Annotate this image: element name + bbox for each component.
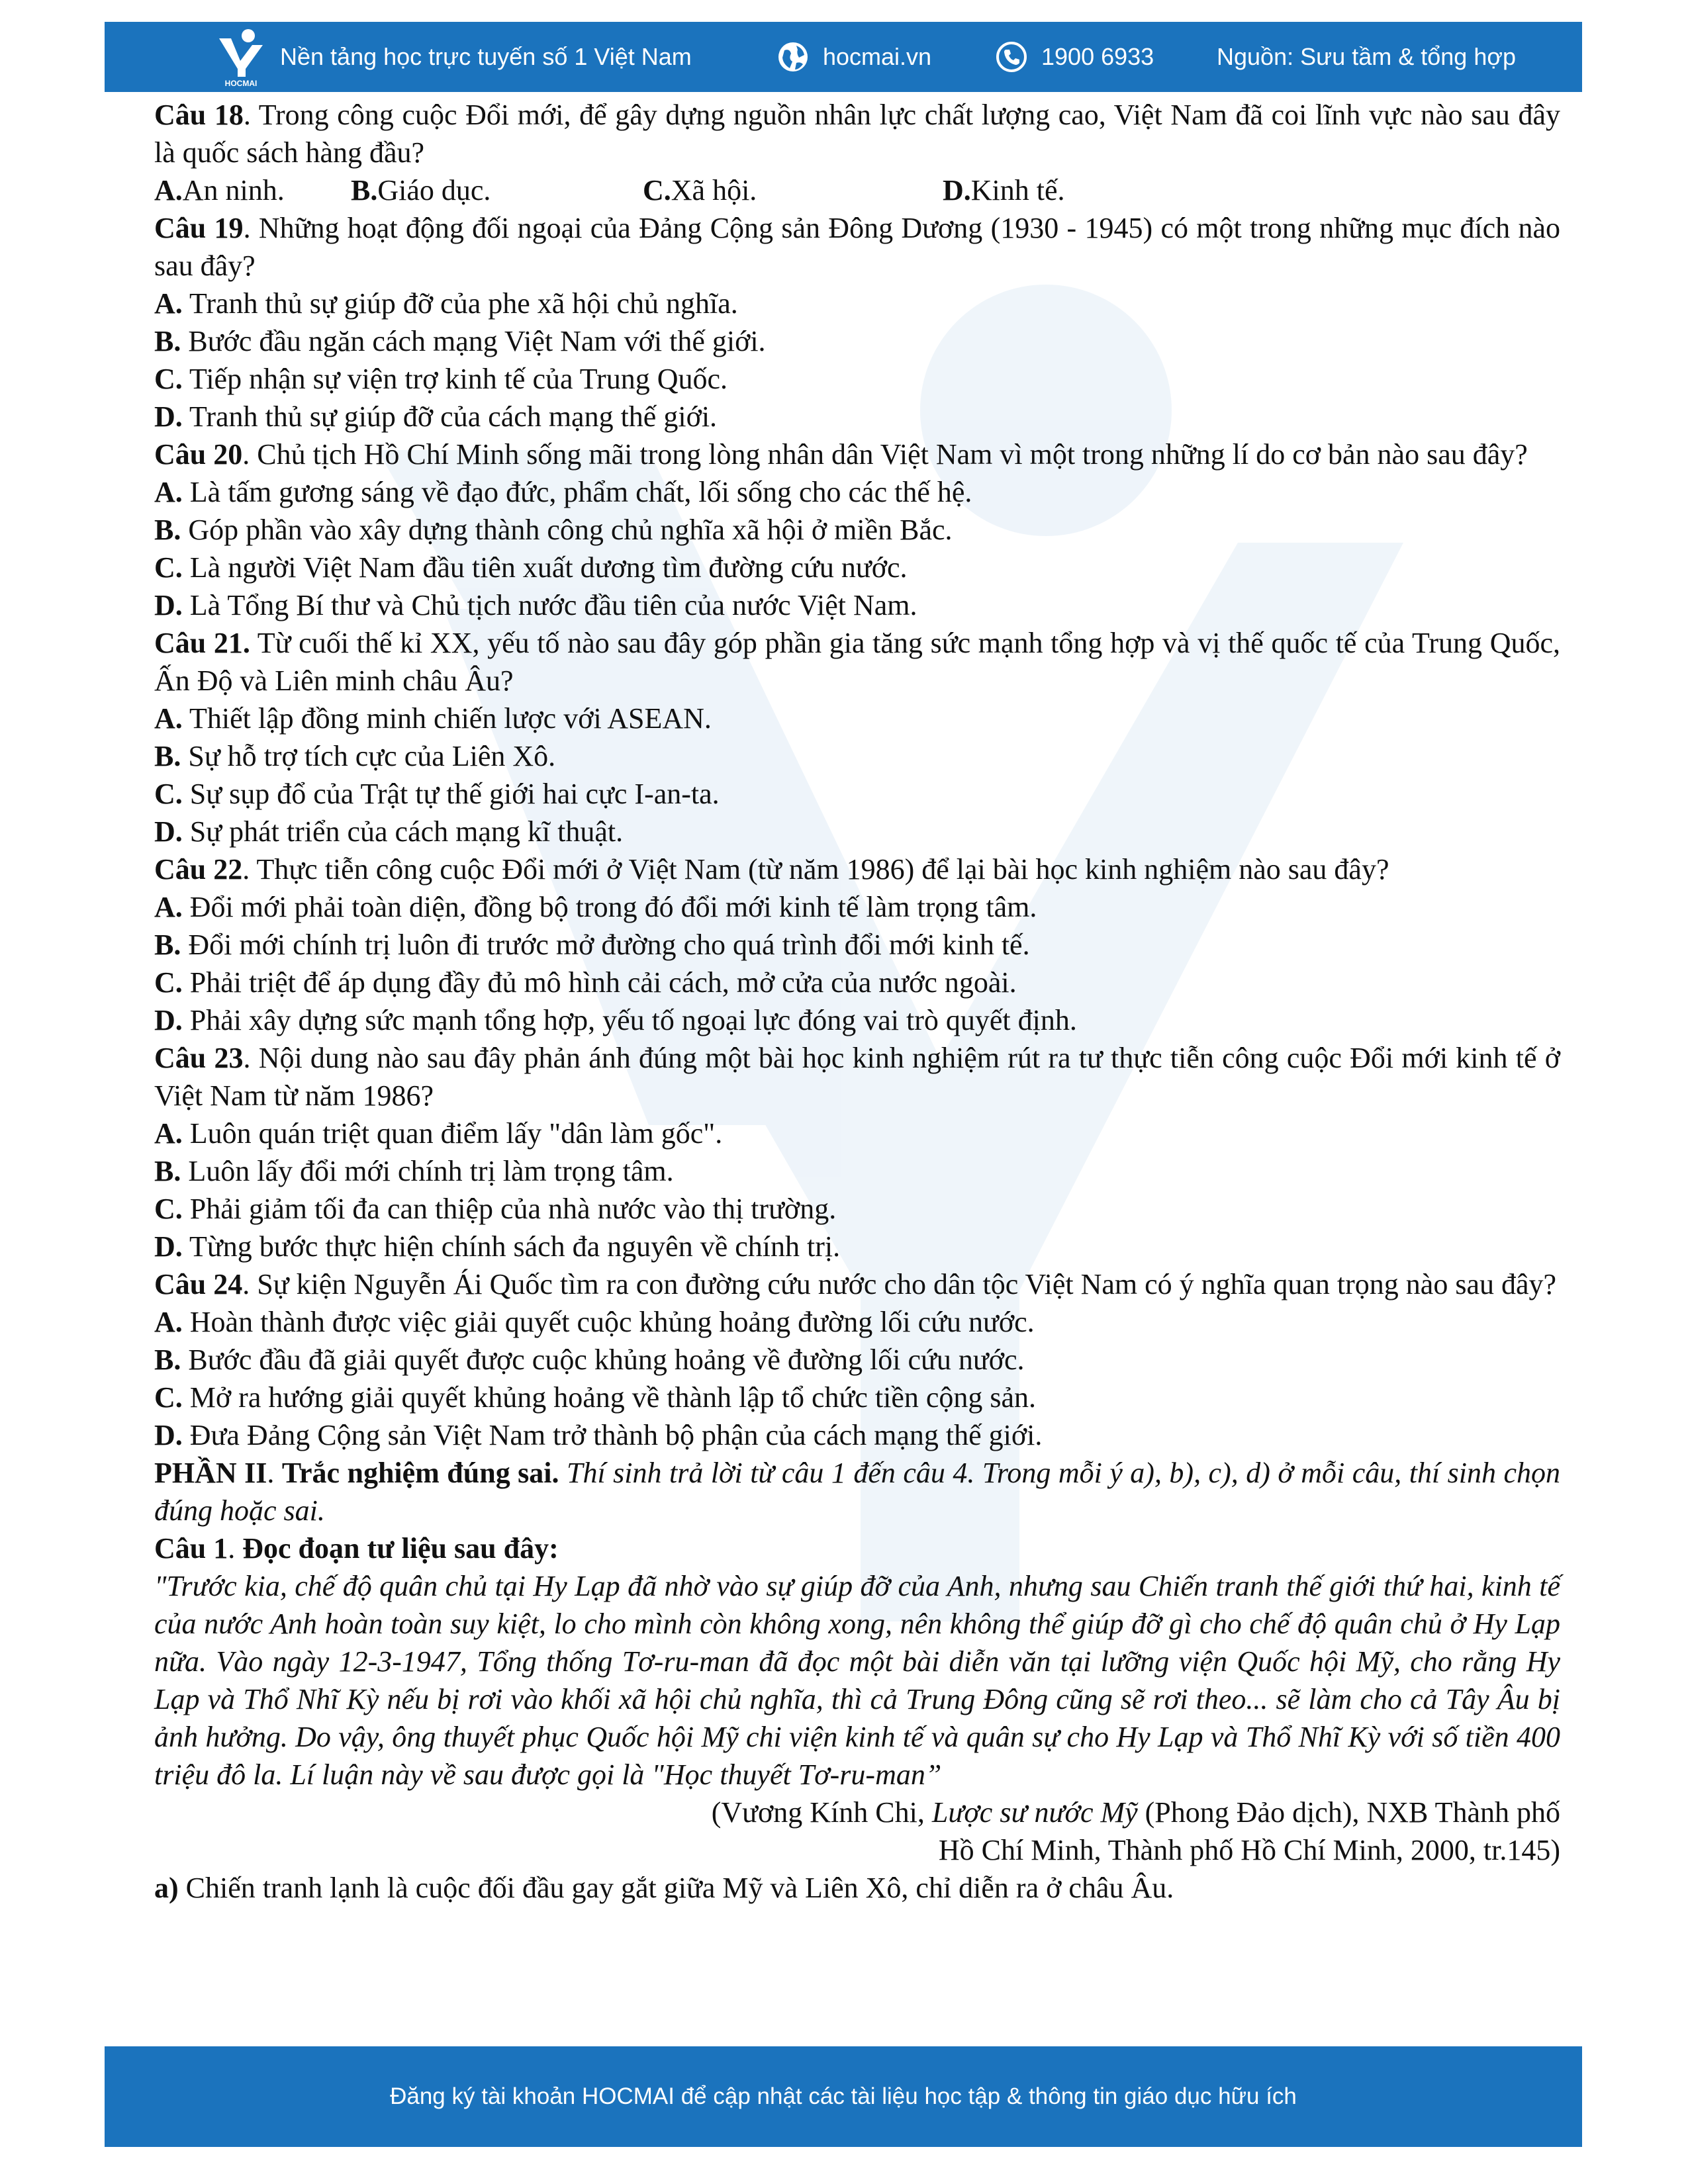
footer-bar <box>105 2046 1582 2147</box>
option-b: B. Góp phần vào xây dựng thành công chủ nghĩa xã hội ở miền Bắc. <box>154 514 953 546</box>
question-label: Câu 22 <box>154 853 243 886</box>
option-c: C. Là người Việt Nam đầu tiên xuất dương tìm đường cứu nước. <box>154 551 908 584</box>
question-label: Câu 20 <box>154 438 243 471</box>
website-text: hocmai.vn <box>823 43 932 70</box>
option-a: A. An ninh. <box>154 174 285 206</box>
question-label: Câu 23 <box>154 1042 244 1074</box>
question-text: . Nội dung nào sau đây phản ánh đúng một bài học kinh nghiệm rút ra tư thực tiễn công cuộc Đổi mới kinh tế ở Việt Nam từ năm 1986? <box>154 1042 1560 1112</box>
option-b: B. Sự hỗ trợ tích cực của Liên Xô. <box>154 740 556 772</box>
option-d: D. Từng bước thực hiện chính sách đa nguyên về chính trị. <box>154 1230 841 1263</box>
option-c: C. Tiếp nhận sự viện trợ kinh tế của Trung Quốc. <box>154 363 727 395</box>
phone-icon <box>995 40 1028 73</box>
option-d: D. Phải xây dựng sức mạnh tổng hợp, yếu tố ngoại lực đóng vai trò quyết định. <box>154 1004 1077 1036</box>
option-b: B. Bước đầu đã giải quyết được cuộc khủng hoảng về đường lối cứu nước. <box>154 1343 1025 1376</box>
hocmai-logo-icon <box>214 26 268 87</box>
question-title: Đọc đoạn tư liệu sau đây: <box>242 1532 559 1565</box>
part-2-heading: PHẦN II. Trắc nghiệm đúng sai. Thí sinh trả lời từ câu 1 đến câu 4. Trong mỗi ý a), b), c), d) ở mỗi câu, thí sinh chọn đúng hoặc sai. <box>154 1457 1561 1527</box>
document-body <box>154 96 1560 1907</box>
question-20 <box>154 435 1560 473</box>
header-source <box>1217 22 1516 92</box>
option-d: D. Tranh thủ sự giúp đỡ của cách mạng thế giới. <box>154 400 718 433</box>
header-website[interactable] <box>776 22 931 92</box>
option-c: C. Xã hội. <box>643 174 757 206</box>
tagline-text: Nền tảng học trực tuyến số 1 Việt Nam <box>280 43 692 70</box>
option-a: A. Tranh thủ sự giúp đỡ của phe xã hội chủ nghĩa. <box>154 287 738 320</box>
statement-a: a) Chiến tranh lạnh là cuộc đối đầu gay gắt giữa Mỹ và Liên Xô, chỉ diễn ra ở châu Âu. <box>154 1872 1174 1904</box>
option-c: C. Phải giảm tối đa can thiệp của nhà nước vào thị trường. <box>154 1193 837 1225</box>
hocmai-logo[interactable] <box>214 26 268 87</box>
question-text: . Những hoạt động đối ngoại của Đảng Cộng sản Đông Dương (1930 - 1945) có một trong những mục đích nào sau đây? <box>154 212 1560 282</box>
option-b: B. Giáo dục. <box>351 174 491 206</box>
passage-citation: (Vương Kính Chi, Lược sư nước Mỹ (Phong Đảo dịch), NXB Thành phố <box>711 1796 1560 1829</box>
logo-text: HOCMAI <box>224 79 258 87</box>
option-d: D. Kinh tế. <box>943 174 1065 206</box>
question-label: Câu 1 <box>154 1532 228 1565</box>
question-text: Từ cuối thế kỉ XX, yếu tố nào sau đây góp phần gia tăng sức mạnh tổng hợp và vị thế quốc tế của Trung Quốc, Ấn Độ và Liên minh châu Âu? <box>154 627 1560 697</box>
footer-text[interactable]: Đăng ký tài khoản HOCMAI để cập nhật các tài liệu học tập & thông tin giáo dục hữu ích <box>390 2083 1297 2109</box>
header-phone[interactable] <box>995 22 1154 92</box>
source-text: Nguồn: Sưu tầm & tổng hợp <box>1217 43 1516 70</box>
option-b: B. Đổi mới chính trị luôn đi trước mở đường cho quá trình đổi mới kinh tế. <box>154 929 1030 961</box>
option-d: D. Đưa Đảng Cộng sản Việt Nam trở thành bộ phận của cách mạng thế giới. <box>154 1419 1043 1451</box>
option-a: A. Hoàn thành được việc giải quyết cuộc khủng hoảng đường lối cứu nước. <box>154 1306 1035 1338</box>
question-18-options <box>154 171 1560 209</box>
question-text: . Chủ tịch Hồ Chí Minh sống mãi trong lòng nhân dân Việt Nam vì một trong những lí do cơ bản nào sau đây? <box>242 438 1528 471</box>
option-d: D. Là Tổng Bí thư và Chủ tịch nước đầu tiên của nước Việt Nam. <box>154 589 917 621</box>
question-21 <box>154 624 1560 700</box>
question-label: Câu 19 <box>154 212 244 244</box>
option-c: C. Sự sụp đổ của Trật tự thế giới hai cực I-an-ta. <box>154 778 720 810</box>
part-label: PHẦN II <box>154 1457 267 1489</box>
source-passage: "Trước kia, chế độ quân chủ tại Hy Lạp đã nhờ vào sự giúp đỡ của Anh, nhưng sau Chiến tranh thế giới thứ hai, kinh tế của nước Anh hoàn toàn suy kiệt, lo cho mình còn không xong, nên không thể giúp đỡ gì cho chế độ quân chủ ở Hy Lạp nữa. Vào ngày 12-3-1947, Tổng thống Tơ-ru-man đã đọc một bài diễn văn tại lưỡng viện Quốc hội Mỹ, cho rằng Hy Lạp và Thổ Nhĩ Kỳ nếu bị rơi vào khối xã hội chủ nghĩa, thì cả Trung Đông cũng sẽ rơi theo... sẽ làm cho cả Tây Âu bị ảnh hưởng. Do vậy, ông thuyết phục Quốc hội Mỹ chi viện kinh tế và quân sự cho Hy Lạp và Thổ Nhĩ Kỳ với số tiền 400 triệu đô la. Lí luận này về sau được gọi là "Học thuyết Tơ-ru-man” <box>154 1570 1560 1791</box>
question-text: . Thực tiễn công cuộc Đổi mới ở Việt Nam (từ năm 1986) để lại bài học kinh nghiệm nào sau đây? <box>242 853 1389 886</box>
part-title: Trắc nghiệm đúng sai. <box>281 1457 559 1489</box>
option-a: A. Thiết lập đồng minh chiến lược với ASEAN. <box>154 702 712 735</box>
globe-icon <box>776 40 810 73</box>
option-c: C. Mở ra hướng giải quyết khủng hoảng về thành lập tổ chức tiền cộng sản. <box>154 1381 1037 1414</box>
book-title: Lược sư nước Mỹ <box>931 1796 1138 1829</box>
header-bar <box>105 22 1582 92</box>
question-19 <box>154 209 1560 285</box>
question-label: Câu 18 <box>154 99 244 131</box>
option-b: B. Luôn lấy đổi mới chính trị làm trọng tâm. <box>154 1155 674 1187</box>
option-d: D. Sự phát triển của cách mạng kĩ thuật. <box>154 815 624 848</box>
question-label: Câu 21. <box>154 627 250 659</box>
question-18 <box>154 96 1560 171</box>
option-b: B. Bước đầu ngăn cách mạng Việt Nam với thế giới. <box>154 325 766 357</box>
question-1-heading: Câu 1. Đọc đoạn tư liệu sau đây: <box>154 1532 559 1565</box>
question-text: . Sự kiện Nguyễn Ái Quốc tìm ra con đường cứu nước cho dân tộc Việt Nam có ý nghĩa quan trọng nào sau đây? <box>242 1268 1557 1300</box>
part-instruction: Thí sinh trả lời từ câu 1 đến câu 4. Trong mỗi ý a), b), c), d) ở mỗi câu, thí sinh chọn đúng hoặc sai. <box>154 1457 1561 1527</box>
option-c: C. Phải triệt để áp dụng đầy đủ mô hình cải cách, mở cửa của nước ngoài. <box>154 966 1017 999</box>
option-a: A. Luôn quán triệt quan điểm lấy "dân làm gốc". <box>154 1117 723 1150</box>
phone-text: 1900 6933 <box>1041 43 1154 70</box>
passage-citation-line-2: Hồ Chí Minh, Thành phố Hồ Chí Minh, 2000, tr.145) <box>938 1834 1560 1866</box>
header-tagline <box>280 22 692 92</box>
question-23 <box>154 1039 1560 1115</box>
option-a: A. Đổi mới phải toàn diện, đồng bộ trong đó đổi mới kinh tế làm trọng tâm. <box>154 891 1037 923</box>
question-24 <box>154 1265 1560 1303</box>
option-a: A. Là tấm gương sáng về đạo đức, phẩm chất, lối sống cho các thế hệ. <box>154 476 972 508</box>
question-22 <box>154 850 1560 888</box>
question-text: . Trong công cuộc Đổi mới, để gây dựng nguồn nhân lực chất lượng cao, Việt Nam đã coi lĩnh vực nào sau đây là quốc sách hàng đầu? <box>154 99 1560 169</box>
question-label: Câu 24 <box>154 1268 243 1300</box>
